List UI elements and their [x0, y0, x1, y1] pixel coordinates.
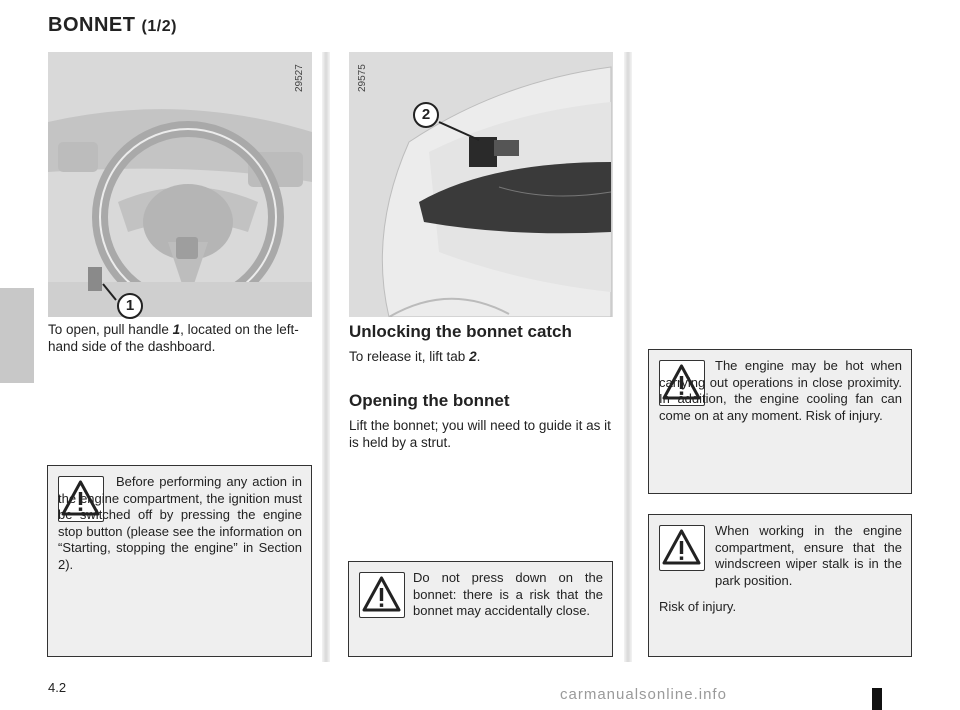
bonnet-illustration — [349, 52, 613, 317]
corner-mark — [872, 688, 882, 710]
dashboard-illustration — [48, 52, 312, 317]
warning-text-ignition: Before performing any action in the engine compartment, the ignition must be switched off by pressing the engine stop button (please see the information on “Starting, stopping the engine” in Section 2). — [58, 474, 302, 572]
text-unlocking: To release it, lift tab 2. — [349, 349, 481, 364]
steering-wheel-drawing — [48, 52, 312, 317]
warning-text-wiper: When working in the engine compartment, ensure that the windscreen wiper stalk is in the park position. — [715, 523, 902, 588]
callout-2: 2 — [413, 102, 439, 128]
text-opening: Lift the bonnet; you will need to guide it as it is held by a strut. — [349, 418, 611, 450]
warning-text-press: Do not press down on the bonnet: there is a risk that the bonnet may accidentally close. — [413, 570, 603, 618]
column-separator — [624, 52, 632, 662]
warning-text-hot-engine: The engine may be hot when carrying out operations in close proximity. In addition, the engine cooling fan can come on at any moment. Risk of injury. — [659, 358, 902, 423]
title-main: BONNET — [48, 14, 136, 36]
figure-ref-left: 29527 — [294, 64, 305, 92]
figure-ref-middle: 29575 — [357, 64, 368, 92]
caption-handle: To open, pull handle 1, located on the left-hand side of the dashboard. — [48, 322, 299, 354]
section-tab — [0, 288, 34, 383]
callout-1: 1 — [117, 293, 143, 319]
column-separator — [322, 52, 330, 662]
warning-box-wiper — [648, 514, 912, 657]
warning-box-hot-engine — [648, 349, 912, 494]
title-part: (1/2) — [141, 18, 177, 35]
warning-triangle-icon — [359, 572, 405, 618]
page-title — [48, 14, 177, 37]
heading-opening: Opening the bonnet — [349, 391, 510, 410]
warning-box-press — [348, 561, 613, 657]
watermark: carmanualsonline.info — [560, 686, 727, 703]
bonnet-drawing — [349, 52, 613, 317]
warning-box-ignition — [47, 465, 312, 657]
page-number: 4.2 — [48, 680, 67, 695]
warning-triangle-icon — [659, 525, 705, 571]
heading-unlocking: Unlocking the bonnet catch — [349, 322, 572, 341]
warning-text-wiper-risk: Risk of injury. — [659, 599, 737, 614]
